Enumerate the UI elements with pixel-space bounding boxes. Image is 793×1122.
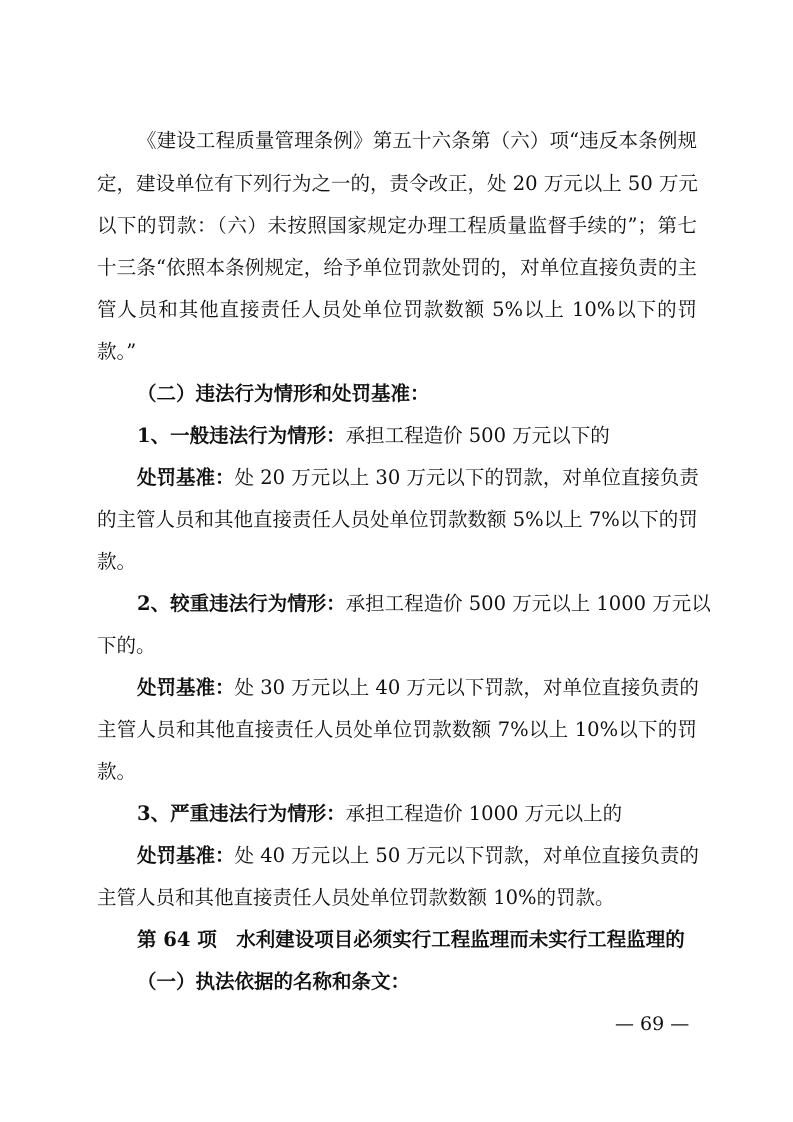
paragraph-line [97,337,697,367]
text-run: 主管人员和其他直接责任人员处单位罚款数额 7%以上 10%以下的罚 [97,718,697,741]
paragraph-line [97,211,697,241]
text-run: 款。” [97,340,137,363]
text-run: 处 30 万元以上 40 万元以下罚款，对单位直接负责的 [234,676,699,699]
paragraph-line [137,421,697,451]
paragraph-line [137,589,711,619]
text-run: 承担工程造价 500 万元以下的 [345,424,610,447]
penalty-label: 处罚基准： [137,676,235,699]
text-run: （一）执法依据的名称和条文： [137,970,411,993]
case-label: 1、一般违法行为情形： [137,424,346,447]
paragraph-line [97,505,697,535]
text-run: 承担工程造价 1000 万元以上的 [345,802,623,825]
text-run: 管人员和其他直接责任人员处单位罚款数额 5%以上 10%以下的罚 [97,298,697,321]
case-label: 2、较重违法行为情形： [137,592,346,615]
paragraph-line [137,673,697,703]
text-run: 《建设工程质量管理条例》第五十六条第（六）项“违反本条例规 [137,129,697,152]
case-label: 3、严重违法行为情形： [137,802,346,825]
text-run: 款。 [97,760,137,783]
text-run: 款。 [97,550,137,573]
paragraph-line [97,547,697,577]
text-run: 十三条“依照本条例规定，给予单位罚款处罚的，对单位直接负责的主 [97,256,697,279]
item-heading [137,925,697,955]
penalty-label: 处罚基准： [137,844,235,867]
penalty-label: 处罚基准： [137,466,235,489]
section-heading [137,967,697,997]
paragraph-line [97,631,697,661]
text-run: 的主管人员和其他直接责任人员处单位罚款数额 5%以上 7%以下的罚 [97,508,698,531]
text-run: 定，建设单位有下列行为之一的，责令改正，处 20 万元以上 50 万元 [97,172,698,195]
text-run: 下的。 [97,634,156,657]
text-run: 处 40 万元以上 50 万元以下罚款，对单位直接负责的 [234,844,699,867]
paragraph-line [97,883,697,913]
text-run: 以下的罚款：（六）未按照国家规定办理工程质量监督手续的”；第七 [97,214,697,237]
paragraph-line [97,253,697,283]
paragraph-line [97,757,697,787]
paragraph-line [137,799,697,829]
paragraph-line [137,841,697,871]
page-number: — 69 — [615,1013,690,1035]
text-run: 承担工程造价 500 万元以上 1000 万元以 [345,592,711,615]
text-run: 主管人员和其他直接责任人员处单位罚款数额 10%的罚款。 [97,886,615,909]
paragraph-line [137,463,697,493]
paragraph-line [137,126,697,156]
text-run: （二）违法行为情形和处罚基准： [137,382,430,405]
paragraph-line [97,295,697,325]
paragraph-line [97,715,697,745]
text-run: 第 64 项 水利建设项目必须实行工程监理而未实行工程监理的 [137,928,685,951]
text-run: 处 20 万元以上 30 万元以下的罚款，对单位直接负责 [234,466,699,489]
paragraph-line [97,169,697,199]
section-heading [137,379,697,409]
